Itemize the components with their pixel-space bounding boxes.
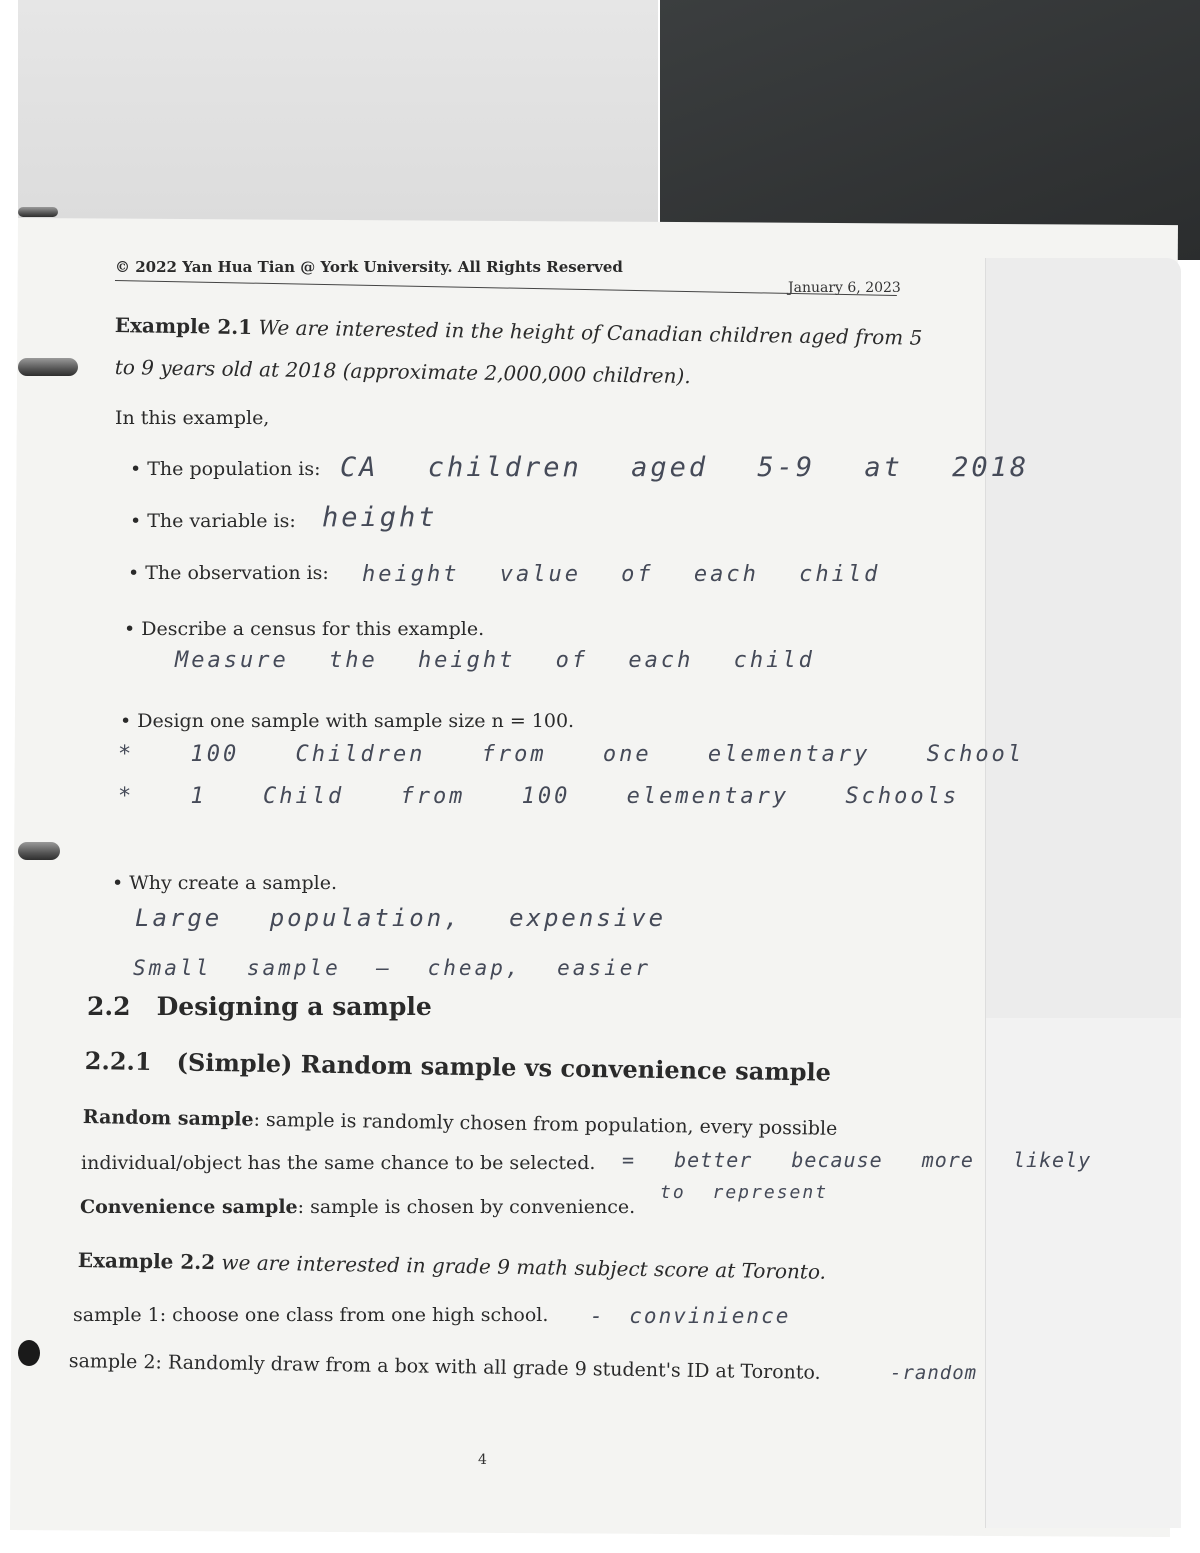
sample-2-note: -random [890,1362,978,1384]
header-date: January 6, 2023 [788,280,901,296]
census-answer: Measure the height of each child [175,648,815,673]
why-answer-1: Large population, expensive [135,904,667,932]
observation-label: • The observation is: [128,562,329,584]
sample-answer-1: * 100 Children from one elementary School [118,742,1025,767]
example-intro: In this example, [115,407,270,429]
sample-2: sample 2: Randomly draw from a box with all grade 9 student's ID at Toronto. [68,1350,821,1384]
convenience-sample-definition: Convenience sample: sample is chosen by convenience. [80,1196,636,1218]
sample-answer-2: * 1 Child from 100 elementary Schools [118,784,960,809]
observation-answer: height value of each child [362,562,881,587]
desk-surface [18,0,658,225]
binder-ring-icon [18,358,78,376]
population-answer: CA children aged 5-9 at 2018 [340,452,1030,483]
binder-ring-icon [18,842,60,860]
copyright-header: © 2022 Yan Hua Tian @ York University. All Rights Reserved [115,258,623,276]
why-answer-2: Small sample — cheap, easier [133,956,652,980]
binder-ring-icon [18,207,58,217]
random-sample-note-2: to represent [660,1182,829,1203]
section-heading-2-2: 2.2 Designing a sample [87,992,432,1021]
random-sample-definition-2: individual/object has the same chance to be selected. [81,1152,596,1174]
sample-1-note: - convinience [590,1304,791,1328]
sample-design-label: • Design one sample with sample size n = 100. [120,710,575,732]
page-number: 4 [478,1452,487,1468]
binder-divider-tab [985,258,1181,1528]
example-2-1-line1: Example 2.1 We are interested in the height of Canadian children aged from 5 [114,313,923,350]
why-sample-label: • Why create a sample. [112,872,337,894]
variable-answer: height [322,502,438,533]
binder-ring-icon [18,1340,40,1366]
dark-background [660,0,1200,260]
random-sample-note: = better because more likely [622,1148,1092,1172]
population-label: • The population is: [130,458,321,480]
example-2-2: Example 2.2 we are interested in grade 9 math subject score at Toronto. [77,1248,827,1284]
variable-label: • The variable is: [130,510,296,532]
subsection-heading-2-2-1: 2.2.1 (Simple) Random sample vs convenience sample [84,1046,832,1087]
sample-1: sample 1: choose one class from one high school. [73,1304,549,1326]
census-label: • Describe a census for this example. [124,618,485,640]
random-sample-definition: Random sample: sample is randomly chosen from population, every possible [82,1106,838,1140]
example-2-1-line2: to 9 years old at 2018 (approximate 2,000,000 children). [114,355,691,389]
